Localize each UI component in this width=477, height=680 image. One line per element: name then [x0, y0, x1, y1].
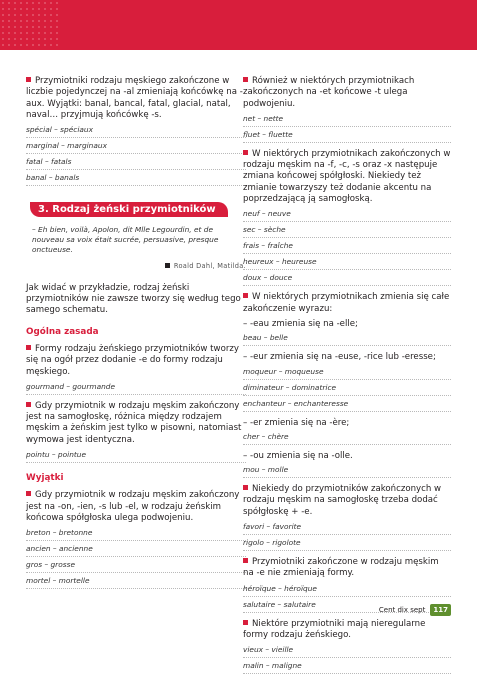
- paragraph: W niektórych przymiotnikach zakończonych w rodzaju męskim na -f, -c, -s oraz -x następuje zmiana końcowej spółgłoski. Niekiedy też zmianie towarzyszy też dodanie akcentu na poprzedzającą ją samogłoską.: [243, 148, 451, 205]
- page-number-badge: 117: [430, 604, 451, 616]
- rule-line: – -er zmienia się na -ère;: [243, 417, 350, 428]
- example-line: doux – douce: [243, 273, 451, 286]
- example-line: spécial – spéciaux: [26, 125, 246, 138]
- examples: [243, 432, 451, 445]
- example-line: enchanteur – enchanteresse: [243, 399, 451, 412]
- example-line: pointu – pointue: [26, 450, 246, 463]
- example-line: frais – fraîche: [243, 241, 451, 254]
- example-line: malin – maligne: [243, 661, 451, 674]
- left-column: [26, 76, 246, 595]
- quote-source: Roald Dahl, Matilda.: [26, 261, 246, 272]
- example-line: sec – sèche: [243, 225, 451, 238]
- example-line: fluet – fluette: [243, 130, 451, 143]
- example-line: banal – banals: [26, 173, 246, 186]
- example-line: favori – favorite: [243, 522, 451, 535]
- bullet-square-icon: [243, 558, 248, 563]
- example-line: diminateur – dominatrice: [243, 383, 451, 396]
- example-line: net – nette: [243, 114, 451, 127]
- examples: [243, 367, 451, 412]
- example-line: ancien – ancienne: [26, 544, 246, 557]
- example-line: mortel – mortelle: [26, 576, 246, 589]
- example-line: salutaire – salutaire: [243, 600, 451, 613]
- example-line: neuf – neuve: [243, 209, 451, 222]
- examples: [243, 114, 451, 143]
- bullet-square-icon: [243, 150, 248, 155]
- rule-line: – -eur zmienia się na -euse, -rice lub -eresse;: [243, 352, 436, 363]
- examples: [243, 333, 451, 346]
- bullet-square-icon: [26, 345, 31, 350]
- example-line: breton – bretonne: [26, 528, 246, 541]
- example-line: gros – grosse: [26, 560, 246, 573]
- rule-line: – -ou zmienia się na -olle.: [243, 450, 353, 461]
- page-footer: [379, 604, 451, 616]
- example-line: vieux – vieille: [243, 645, 451, 658]
- paragraph: Gdy przymiotnik w rodzaju męskim zakończony jest na -on, -ien, -s lub -el, w rodzaju żeńskim końcowa spółgłoska ulega podwojeniu.: [26, 490, 240, 523]
- example-line: héroïque – héroïque: [243, 584, 451, 597]
- paragraph: Jak widać w przykładzie, rodzaj żeński przymiotników nie zawsze tworzy się według tego samego schematu.: [26, 282, 241, 316]
- rule-line: – -eau zmienia się na -elle;: [243, 318, 358, 329]
- examples: [243, 465, 451, 478]
- examples: [26, 450, 246, 463]
- paragraph: W niektórych przymiotnikach zmienia się całe zakończenie wyrazu:: [243, 292, 450, 314]
- bullet-square-icon: [243, 485, 248, 490]
- right-column: [243, 76, 451, 680]
- paragraph: Niekiedy do przymiotników zakończonych w rodzaju męskim na samogłoskę trzeba dodać spółgłoskę + -e.: [243, 484, 442, 517]
- example-line: mou – molle: [243, 465, 451, 478]
- bullet-square-icon: [26, 491, 31, 496]
- examples: [243, 645, 451, 674]
- top-banner: [0, 0, 477, 50]
- example-line: heureux – heureuse: [243, 257, 451, 270]
- examples: [26, 382, 246, 395]
- examples: [26, 125, 246, 186]
- paragraph: Gdy przymiotnik w rodzaju męskim zakończony jest na samogłoskę, różnica między rodzajem męskim a żeńskim jest tylko w pisowni, natomiast wymowa jest identyczna.: [26, 400, 242, 445]
- paragraph: Przymiotniki zakończone w rodzaju męskim na -e nie zmieniają formy.: [243, 557, 439, 579]
- example-line: gourmand – gourmande: [26, 382, 246, 395]
- subheading: Wyjątki: [26, 473, 64, 484]
- example-line: rigolo – rigolote: [243, 538, 451, 551]
- paragraph: Przymiotniki rodzaju męskiego zakończone w liczbie pojedynczej na -al zmieniają końcówkę na -aux. Wyjątki: banal, bancal, fatal, glacial, natal, naval… przyjmują końcówkę -s.: [26, 76, 243, 120]
- examples: [243, 209, 451, 286]
- bullet-square-icon: [243, 77, 248, 82]
- dot-pattern: [0, 0, 60, 50]
- section-title: 3. Rodzaj żeński przymiotników: [30, 202, 228, 217]
- paragraph: Niektóre przymiotniki mają nieregularne formy rodzaju żeńskiego.: [243, 618, 426, 640]
- bullet-square-icon: [165, 263, 170, 268]
- example-line: fatal – fatals: [26, 157, 246, 170]
- example-line: cher – chère: [243, 432, 451, 445]
- quote: – Eh bien, voilà, Apolon, dit Mlle Legourdin, et de nouveau sa voix était sucrée, persuasive, presque onctueuse.: [32, 225, 219, 255]
- example-line: beau – belle: [243, 333, 451, 346]
- examples: [243, 522, 451, 551]
- bullet-square-icon: [243, 293, 248, 298]
- page-number-words: Cent dix sept: [378, 606, 426, 614]
- paragraph: Również w niektórych przymiotnikach zakończonych na -et końcowe -t ulega podwojeniu.: [243, 76, 415, 109]
- bullet-square-icon: [26, 402, 31, 407]
- paragraph: Formy rodzaju żeńskiego przymiotników tworzy się na ogół przez dodanie -e do formy rodzaju męskiego.: [26, 343, 239, 377]
- bullet-square-icon: [26, 77, 31, 82]
- subheading: Ogólna zasada: [26, 326, 99, 337]
- examples: [26, 528, 246, 589]
- example-line: moqueur – moqueuse: [243, 367, 451, 380]
- bullet-square-icon: [243, 620, 248, 625]
- example-line: marginal – marginaux: [26, 141, 246, 154]
